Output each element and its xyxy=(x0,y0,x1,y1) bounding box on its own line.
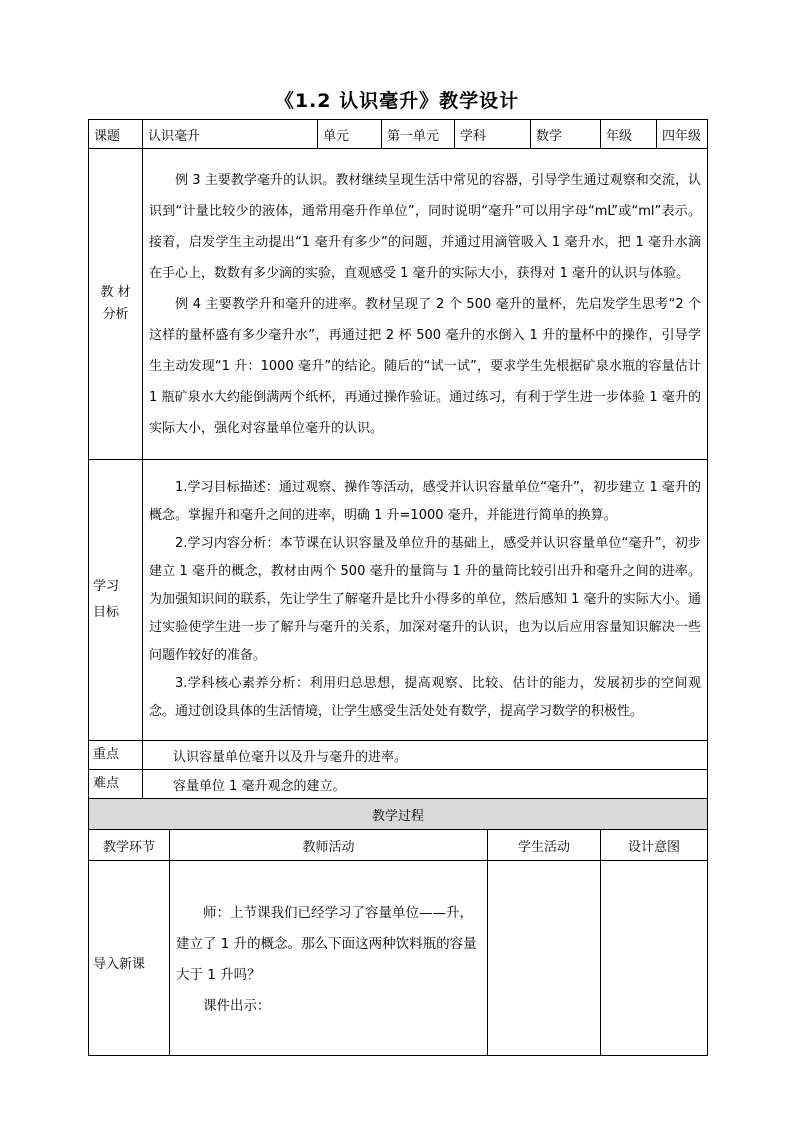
unit-label: 单元 xyxy=(318,120,382,149)
difficulty-text: 容量单位 1 毫升观念的建立。 xyxy=(143,770,708,799)
learning-goals-label: 学习 目标 xyxy=(89,460,143,741)
key-point-row xyxy=(89,741,708,770)
topic-value: 认识毫升 xyxy=(143,120,318,149)
process-title-row xyxy=(89,799,708,830)
process-header-row xyxy=(89,830,708,861)
learning-goal-paragraph: 1.学习目标描述：通过观察、操作等活动，感受并认识容量单位“毫升”，初步建立 1 毫升的概念。掌握升和毫升之间的进率，明确 1 升=1000 毫升，并能进行简单的换算。 xyxy=(149,480,702,523)
material-analysis-label: 教 材 分析 xyxy=(89,149,143,460)
learning-goals-row xyxy=(89,460,708,741)
topic-label: 课题 xyxy=(89,120,143,149)
material-analysis-row xyxy=(89,149,708,460)
page-title: 《1.2 认识毫升》教学设计 xyxy=(274,90,520,112)
process-teacher-activity xyxy=(170,861,488,1056)
key-point-label: 重点 xyxy=(89,741,143,770)
process-stage: 导入新课 xyxy=(89,861,170,1056)
process-design-intent xyxy=(601,861,708,1056)
col-stage-header: 教学环节 xyxy=(89,830,170,861)
material-analysis-content xyxy=(143,149,708,460)
col-intent-header: 设计意图 xyxy=(601,830,708,861)
teacher-line: 课件出示： xyxy=(203,998,271,1014)
subject-label: 学科 xyxy=(455,120,531,149)
process-row xyxy=(89,861,708,1056)
process-student-activity xyxy=(488,861,601,1056)
col-teacher-header: 教师活动 xyxy=(170,830,488,861)
difficulty-label: 难点 xyxy=(89,770,143,799)
col-student-header: 学生活动 xyxy=(488,830,601,861)
lesson-plan-table xyxy=(88,119,708,1056)
teacher-line: 师：上节课我们已经学习了容量单位——升，建立了 1 升的概念。那么下面这两种饮料瓶的容量大于 1 升吗？ xyxy=(176,905,477,983)
header-row xyxy=(89,120,708,149)
grade-value: 四年级 xyxy=(657,120,708,149)
learning-goal-paragraph: 2.学习内容分析：本节课在认识容量及单位升的基础上，感受并认识容量单位“毫升”，初步建立 1 毫升的概念，教材由两个 500 毫升的量筒与 1 升的量筒比较引出升和毫升之间的进率。为加强知识间的联系，先让学生了解毫升是比升小得多的单位，然后感知 1 毫升的实际大小。通过实验使学生进一步了解升与毫升的关系，加深对毫升的认识，也为以后应用容量知识解决一些问题作较好的准备。 xyxy=(149,536,702,663)
subject-value: 数学 xyxy=(531,120,601,149)
difficulty-row xyxy=(89,770,708,799)
learning-goal-paragraph: 3.学科核心素养分析：利用归总思想，提高观察、比较、估计的能力，发展初步的空间观念。通过创设具体的生活情境，让学生感受生活处处有数学，提高学习数学的积极性。 xyxy=(149,676,702,719)
material-analysis-paragraph: 例 4 主要教学升和毫升的进率。教材呈现了 2 个 500 毫升的量杯，先启发学生思考“2 个这样的量杯盛有多少毫升水”，再通过把 2 杯 500 毫升的水倒入 1 升的量杯中的操作，引导学生主动发现“1 升：1000 毫升”的结论。随后的“试一试”，要求学生先根据矿泉水瓶的容量估计 1 瓶矿泉水大约能倒满两个纸杯，再通过操作验证。通过练习，有利于学生进一步体验 1 毫升的实际大小，强化对容量单位毫升的认识。 xyxy=(149,296,702,436)
material-analysis-paragraph: 例 3 主要教学毫升的认识。教材继续呈现生活中常见的容器，引导学生通过观察和交流，认识到“计量比较少的液体，通常用毫升作单位”，同时说明“毫升”可以用字母“mL”或“ml”表示。接着，启发学生主动提出“1 毫升有多少”的问题，并通过用滴管吸入 1 毫升水，把 1 毫升水滴在手心上，数数有多少滴的实验，直观感受 1 毫升的实际大小，获得对 1 毫升的认识与体验。 xyxy=(149,172,702,281)
learning-goals-content xyxy=(143,460,708,741)
grade-label: 年级 xyxy=(601,120,657,149)
unit-value: 第一单元 xyxy=(382,120,455,149)
key-point-text: 认识容量单位毫升以及升与毫升的进率。 xyxy=(143,741,708,770)
process-section-title: 教学过程 xyxy=(89,799,708,830)
